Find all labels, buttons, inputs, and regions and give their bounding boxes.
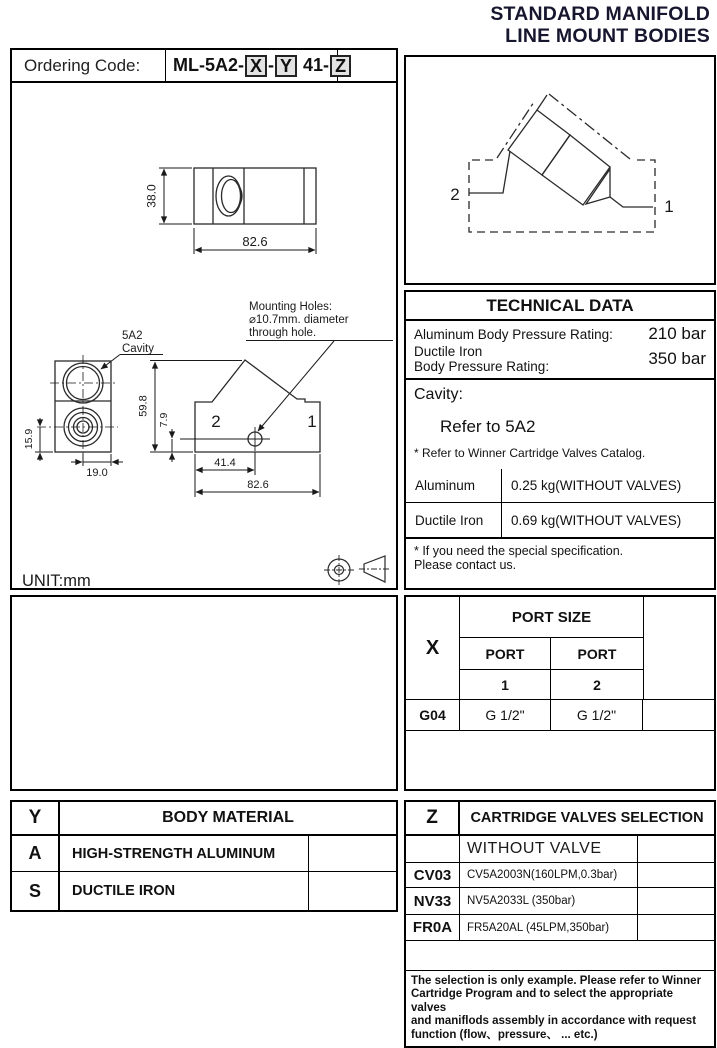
port-size-code-header: X xyxy=(406,597,460,700)
page-title-line1: STANDARD MANIFOLD xyxy=(490,3,710,25)
aluminum-rating-row xyxy=(414,324,706,344)
projection-target-icon xyxy=(324,555,354,585)
cartridge-valves-panel xyxy=(404,800,716,1048)
selection-note-line2: Cartridge Program and to select the appropriate valves xyxy=(411,988,674,1014)
ordering-and-drawing-panel xyxy=(10,48,398,590)
valve-row-code-cv03: CV03 xyxy=(406,863,460,888)
ordering-code-value xyxy=(165,50,347,81)
body-material-table xyxy=(12,802,396,910)
cavity-callout xyxy=(101,330,163,369)
valve-row-desc-fr0a: FR5A20AL (45LPM,350bar) xyxy=(460,915,638,941)
cavity-label: Cavity: xyxy=(414,386,463,403)
pressure-ratings xyxy=(406,321,714,380)
port-size-title: PORT SIZE xyxy=(460,597,643,638)
selection-note-line1: The selection is only example. Please refer to Winner xyxy=(411,974,702,987)
empty-panel xyxy=(10,595,398,791)
cartridge-valves-table xyxy=(406,802,714,941)
selection-note-line3: and maniflods assembly in accordance with request xyxy=(411,1015,697,1027)
side-view-centerlines xyxy=(180,427,270,451)
valve-row-side-2 xyxy=(638,863,714,888)
ductile-rating-row xyxy=(414,344,706,374)
iso-valve-symbol xyxy=(469,95,653,207)
mounting-note-line1: Mounting Holes: xyxy=(249,301,333,313)
material-row-side-s xyxy=(309,872,396,910)
unit-label: UNIT:mm xyxy=(22,572,91,586)
aluminum-rating-value: 210 bar xyxy=(648,324,706,343)
dim-side-width: 82.6 xyxy=(247,479,269,491)
valve-row-code-fr0a: FR0A xyxy=(406,915,460,941)
body-material-panel xyxy=(10,800,398,912)
port-size-table xyxy=(406,597,714,731)
dim-front-width: 19.0 xyxy=(86,467,108,479)
front-view-dimensions xyxy=(35,418,123,466)
dim-top-height: 38.0 xyxy=(144,184,159,208)
dim-side-port-offset: 7.9 xyxy=(158,412,170,428)
front-view-centerlines xyxy=(37,355,118,460)
ductile-rating-label-line1: Ductile Iron xyxy=(414,344,483,359)
technical-data-panel xyxy=(404,290,716,590)
code-middle: 41- xyxy=(298,55,330,75)
dim-side-height: 59.8 xyxy=(137,395,150,417)
weight-value-aluminum: 0.25 kg(WITHOUT VALVES) xyxy=(502,469,714,503)
valve-row-desc-without: WITHOUT VALVE xyxy=(460,836,638,863)
port1-header: PORT xyxy=(460,638,551,670)
cartridge-code-header: Z xyxy=(406,802,460,836)
selection-note-line4: function (flow、pressure、 ... etc.) xyxy=(411,1028,598,1041)
page-title xyxy=(490,4,710,47)
side-view-drawing xyxy=(195,360,320,452)
code-x-chip: X xyxy=(245,55,267,77)
cartridge-empty-area xyxy=(406,941,714,970)
material-row-name-aluminum: HIGH-STRENGTH ALUMINUM xyxy=(60,836,309,872)
technical-data-title: TECHNICAL DATA xyxy=(406,292,714,321)
mounting-note-line3: through hole. xyxy=(249,327,317,339)
valve-row-code-empty xyxy=(406,836,460,863)
valve-row-code-nv33: NV33 xyxy=(406,888,460,915)
tech-footnote xyxy=(406,539,714,577)
port2-header: PORT xyxy=(551,638,643,670)
port-row-side-cell xyxy=(643,700,714,731)
code-y-chip: Y xyxy=(275,55,297,77)
projection-cone-icon xyxy=(359,556,390,582)
body-material-title: BODY MATERIAL xyxy=(60,802,396,836)
valve-row-desc-nv33: NV5A2033L (350bar) xyxy=(460,888,638,915)
material-row-code-a: A xyxy=(12,836,60,872)
valve-row-side-3 xyxy=(638,888,714,915)
weight-material-aluminum: Aluminum xyxy=(406,469,502,503)
port-row-port1: G 1/2" xyxy=(460,700,551,731)
mounting-note-line2: ⌀10.7mm. diameter xyxy=(249,314,349,326)
top-view-drawing xyxy=(194,168,316,224)
side-port-right-label: 1 xyxy=(307,412,317,431)
material-row-code-s: S xyxy=(12,872,60,910)
weight-value-ductile: 0.69 kg(WITHOUT VALVES) xyxy=(511,512,682,528)
ductile-rating-label xyxy=(414,344,549,374)
port1-subheader: 1 xyxy=(460,670,551,700)
cartridge-title: CARTRIDGE VALVES SELECTION xyxy=(460,802,714,836)
code-prefix: ML-5A2- xyxy=(173,55,244,75)
valve-row-side-4 xyxy=(638,915,714,941)
valve-row-desc-cv03: CV5A2003N(160LPM,0.3bar) xyxy=(460,863,638,888)
ductile-rating-label-line2: Body Pressure Rating: xyxy=(414,359,550,374)
code-dash: - xyxy=(268,55,275,75)
iso-view-panel xyxy=(404,55,716,285)
weight-table xyxy=(406,469,714,539)
cavity-callout-line1: 5A2 xyxy=(122,330,143,342)
iso-schematic-drawing xyxy=(406,57,714,283)
ductile-rating-value: 350 bar xyxy=(648,349,706,368)
dimension-drawing xyxy=(12,83,396,586)
aluminum-rating-label: Aluminum Body Pressure Rating: xyxy=(414,326,613,342)
valve-row-side-1 xyxy=(638,836,714,863)
port2-subheader: 2 xyxy=(551,670,643,700)
port-row-code: G04 xyxy=(406,700,460,731)
side-port-left-label: 2 xyxy=(211,412,221,431)
port-row-port2: G 1/2" xyxy=(551,700,643,731)
material-row-name-ductile: DUCTILE IRON xyxy=(60,872,309,910)
dim-side-hole-x: 41.4 xyxy=(214,457,236,469)
cavity-callout-line2: Cavity xyxy=(122,343,154,355)
selection-note xyxy=(406,970,714,1047)
body-material-code-header: Y xyxy=(12,802,60,836)
cavity-section xyxy=(406,380,714,469)
ordering-code-label: Ordering Code: xyxy=(24,55,141,75)
iso-body-hidden-lines xyxy=(469,94,655,232)
dim-front-offset: 15.9 xyxy=(23,428,35,450)
side-view-dimensions xyxy=(150,361,320,498)
cavity-value: Refer to 5A2 xyxy=(440,417,536,436)
iso-port-right-label: 1 xyxy=(664,197,674,216)
code-z-chip: Z xyxy=(330,55,351,77)
cavity-note: * Refer to Winner Cartridge Valves Catalog. xyxy=(414,446,646,460)
material-row-side-a xyxy=(309,836,396,872)
page-title-line2: LINE MOUNT BODIES xyxy=(505,24,710,47)
iso-port-left-label: 2 xyxy=(450,185,460,204)
ordering-code-row xyxy=(12,50,396,83)
port-size-side-cell xyxy=(643,597,714,700)
weight-material-ductile: Ductile Iron xyxy=(406,503,502,537)
dim-top-width: 82.6 xyxy=(242,234,268,249)
port-size-panel xyxy=(404,595,716,791)
tech-footnote-line1: * If you need the special specification. xyxy=(414,544,624,558)
tech-footnote-line2: Please contact us. xyxy=(414,558,517,572)
